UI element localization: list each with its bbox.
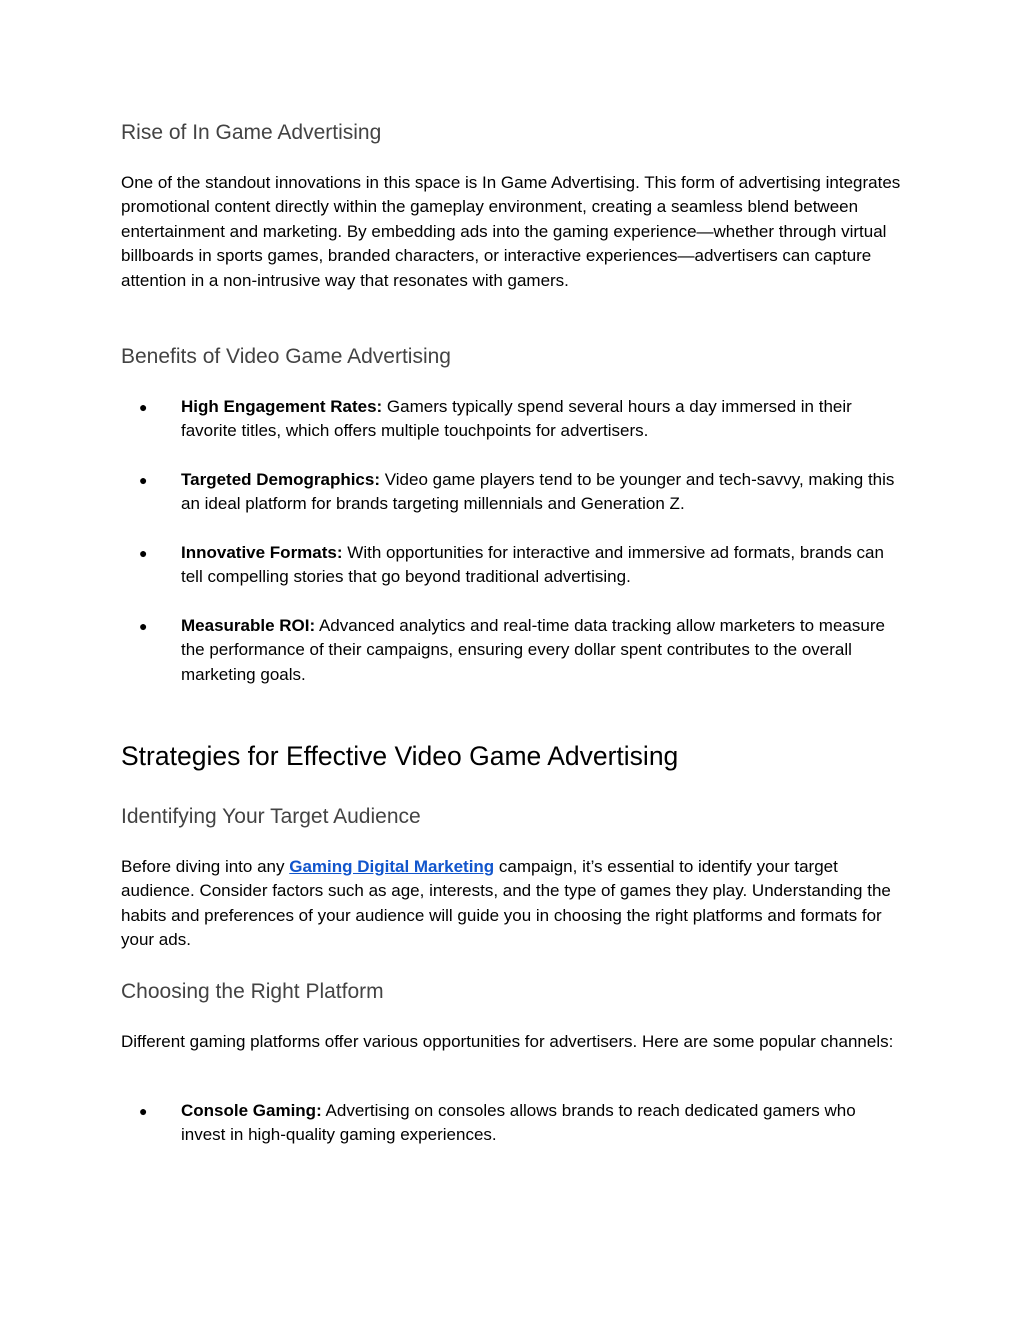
bullet-icon: ●	[139, 472, 148, 488]
paragraph-audience-after-link: campaign, it’s essential to identify your target audience. Consider factors such as age, interests, and the type of games they play. Understanding the habits and preferences of your audience will guide you in choosing the right platforms and formats for your ads.	[121, 857, 891, 950]
gaming-digital-marketing-link[interactable]: Gaming Digital Marketing	[289, 857, 495, 876]
list-item-title: Innovative Formats:	[181, 543, 343, 562]
heading-choosing-right-platform: Choosing the Right Platform	[121, 980, 384, 1003]
bullet-icon: ●	[139, 618, 148, 634]
list-item-text: Advanced analytics and real-time data tracking allow marketers to measure the performance of their campaigns, ensuring every dollar spent contributes to the overall marketing goals.	[181, 616, 885, 684]
heading-strategies: Strategies for Effective Video Game Advertising	[121, 741, 679, 771]
heading-benefits: Benefits of Video Game Advertising	[121, 345, 451, 368]
list-item-title: High Engagement Rates:	[181, 397, 383, 416]
bullet-icon: ●	[139, 545, 148, 561]
list-item-title: Console Gaming:	[181, 1101, 322, 1120]
paragraph-audience	[121, 855, 911, 953]
paragraph-platform: Different gaming platforms offer various opportunities for advertisers. Here are some popular channels:	[121, 1032, 894, 1051]
paragraph-audience-before-link: Before diving into any	[121, 857, 290, 876]
list-item-text: With opportunities for interactive and immersive ad formats, brands can tell compelling stories that go beyond traditional advertising.	[181, 543, 884, 587]
heading-rise-of-in-game-advertising: Rise of In Game Advertising	[121, 121, 382, 144]
bullet-icon: ●	[139, 399, 148, 415]
list-item-title: Measurable ROI:	[181, 616, 316, 635]
heading-identifying-target-audience: Identifying Your Target Audience	[121, 805, 421, 828]
bullet-icon: ●	[139, 1103, 148, 1119]
list-item-text: Advertising on consoles allows brands to reach dedicated gamers who invest in high-quality gaming experiences.	[181, 1101, 856, 1145]
list-item-text: Gamers typically spend several hours a day immersed in their favorite titles, which offers multiple touchpoints for advertisers.	[181, 397, 852, 441]
paragraph-rise: One of the standout innovations in this space is In Game Advertising. This form of advertising integrates promotional content directly within the gameplay environment, creating a seamless blend between entertainment and marketing. By embedding ads into the gaming experience—whether through virtual billboards in sports games, branded characters, or interactive experiences—advertisers can capture attention in a non-intrusive way that resonates with gamers.	[121, 173, 901, 290]
list-item-title: Targeted Demographics:	[181, 470, 381, 489]
list-item-text: Video game players tend to be younger and tech-savvy, making this an ideal platform for brands targeting millennials and Generation Z.	[181, 470, 895, 514]
